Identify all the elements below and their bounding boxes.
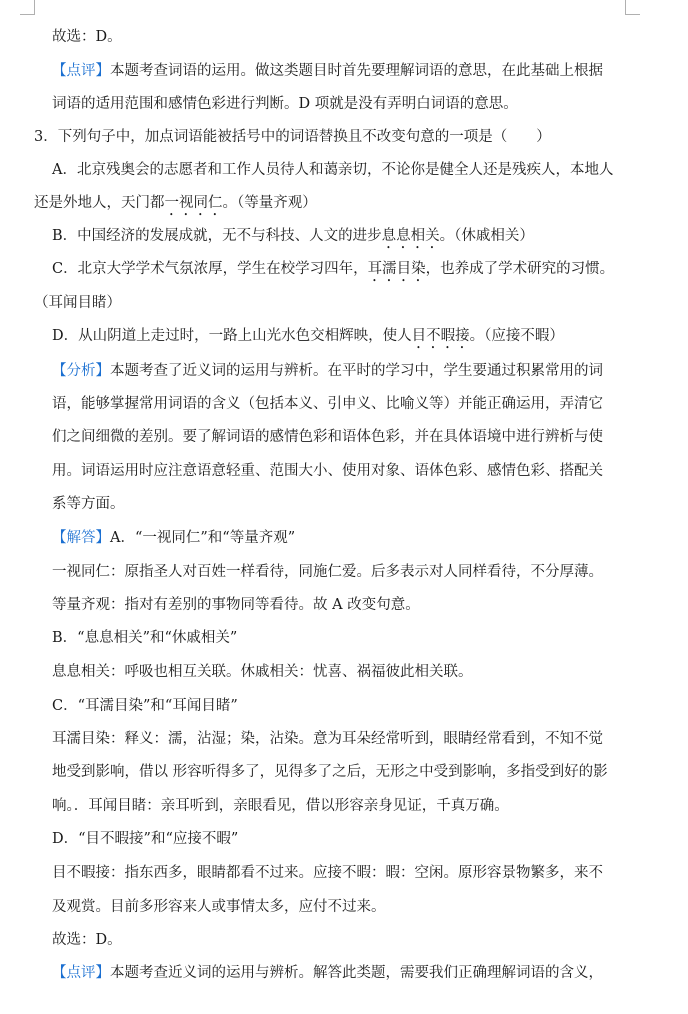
text-line (52, 696, 238, 716)
section-tag: 【点评】 (52, 63, 110, 79)
text-run: A．“一视同仁”和“等量齐观” (110, 530, 296, 546)
text-run: 耳濡目染：释义：濡，沾湿；染，沾染。意为耳朵经常听到，眼睛经常看到，不知不觉 (52, 731, 603, 747)
section-tag: 【解答】 (52, 530, 110, 546)
text-line (52, 427, 603, 447)
text-line (52, 226, 534, 252)
text-run: （耳闻目睹） (34, 295, 121, 311)
text-run: 。（等量齐观） (222, 195, 317, 211)
text-line (52, 762, 608, 782)
text-line (34, 293, 121, 313)
text-line (34, 127, 551, 147)
text-line (52, 863, 603, 883)
text-run: 本题考查近义词的运用与辨析。解答此类题，需要我们正确理解词语的含义， (110, 965, 603, 981)
text-run: 及观赏。目前多形容来人或事情太多，应付不过来。 (52, 899, 386, 915)
text-run: 们之间细微的差别。要了解词语的感情色彩和语体色彩，并在具体语境中进行辨析与使 (52, 429, 603, 445)
text-line (52, 662, 473, 682)
text-run: 词语的适用范围和感情色彩进行判断。D 项就是没有弄明白词语的意思。 (52, 96, 518, 112)
text-run: 系等方面。 (52, 496, 125, 512)
text-run: 3．下列句子中，加点词语能被括号中的词语替换且不改变句意的一项是（ ） (34, 129, 551, 145)
text-line (52, 528, 295, 548)
text-run: 本题考查了近义词的运用与辨析。在平时的学习中，学生要通过积累常用的词 (110, 363, 603, 379)
text-line (52, 494, 125, 514)
text-line (52, 461, 603, 481)
text-line (52, 829, 238, 849)
text-run: 故选：D。 (52, 932, 122, 948)
text-run: 还是外地人，天门都 (34, 195, 165, 211)
text-run: 目不暇接：指东西多，眼睛都看不过来。应接不暇：暇：空闲。原形容景物繁多，来不 (52, 865, 603, 881)
text-run: 本题考查词语的运用。做这类题目时首先要理解词语的意思，在此基础上根据 (110, 63, 603, 79)
text-run: B．“息息相关”和“休戚相关” (52, 630, 238, 646)
text-run: 响。．耳闻目睹：亲耳听到，亲眼看见，借以形容亲身见证，千真万确。 (52, 798, 509, 814)
dotted-phrase: 目不暇接 (411, 328, 470, 344)
text-line (52, 796, 509, 816)
text-line (52, 595, 420, 615)
text-run: C．“耳濡目染”和“耳闻目睹” (52, 698, 238, 714)
page-corner-mark-top-right (625, 0, 640, 15)
text-line (52, 94, 518, 114)
text-run: 等量齐观：指对有差别的事物同等看待。故 A 改变句意。 (52, 597, 420, 613)
text-run: 。（休戚相关） (439, 228, 534, 244)
text-run: 用。词语运用时应注意语意轻重、范围大小、使用对象、语体色彩、感情色彩、搭配关 (52, 463, 603, 479)
text-line (52, 259, 614, 285)
text-run: 。（应接不暇） (469, 328, 564, 344)
text-line (52, 326, 564, 352)
text-run: B．中国经济的发展成就，无不与科技、人文的进步 (52, 228, 382, 244)
text-line (52, 628, 237, 648)
text-line (52, 27, 122, 47)
text-run: 息息相关：呼吸也相互关联。休戚相关：忧喜、祸福彼此相关联。 (52, 664, 473, 680)
text-line (52, 930, 122, 950)
text-run: ，也养成了学术研究的习惯。 (425, 261, 615, 277)
dotted-phrase: 耳濡目染 (367, 261, 426, 277)
text-line (52, 562, 603, 582)
text-line (52, 61, 603, 81)
text-line (52, 729, 603, 749)
text-run: 一视同仁：原指圣人对百姓一样看待，同施仁爱。后多表示对人同样看待，不分厚薄。 (52, 564, 603, 580)
text-line (34, 193, 317, 219)
section-tag: 【点评】 (52, 965, 110, 981)
text-run: 地受到影响，借以 形容听得多了，见得多了之后，无形之中受到影响，多指受到好的影 (52, 764, 608, 780)
text-run: A．北京残奥会的志愿者和工作人员待人和蔼亲切，不论你是健全人还是残疾人，本地人 (52, 162, 614, 178)
text-run: C．北京大学学术气氛浓厚，学生在校学习四年， (52, 261, 368, 277)
section-tag: 【分析】 (52, 363, 110, 379)
page-corner-mark-top-left (20, 0, 35, 15)
text-line (52, 897, 386, 917)
text-line (52, 361, 603, 381)
dotted-phrase: 一视同仁 (164, 195, 223, 211)
text-run: D．从山阴道上走过时，一路上山光水色交相辉映，使人 (52, 328, 412, 344)
text-line (52, 963, 603, 983)
text-run: D．“目不暇接”和“应接不暇” (52, 831, 239, 847)
text-line (52, 394, 603, 414)
text-run: 语，能够掌握常用词语的含义（包括本义、引申义、比喻义等）并能正确运用，弄清它 (52, 396, 603, 412)
dotted-phrase: 息息相关 (381, 228, 440, 244)
text-line (52, 160, 613, 180)
text-run: 故选：D。 (52, 29, 122, 45)
